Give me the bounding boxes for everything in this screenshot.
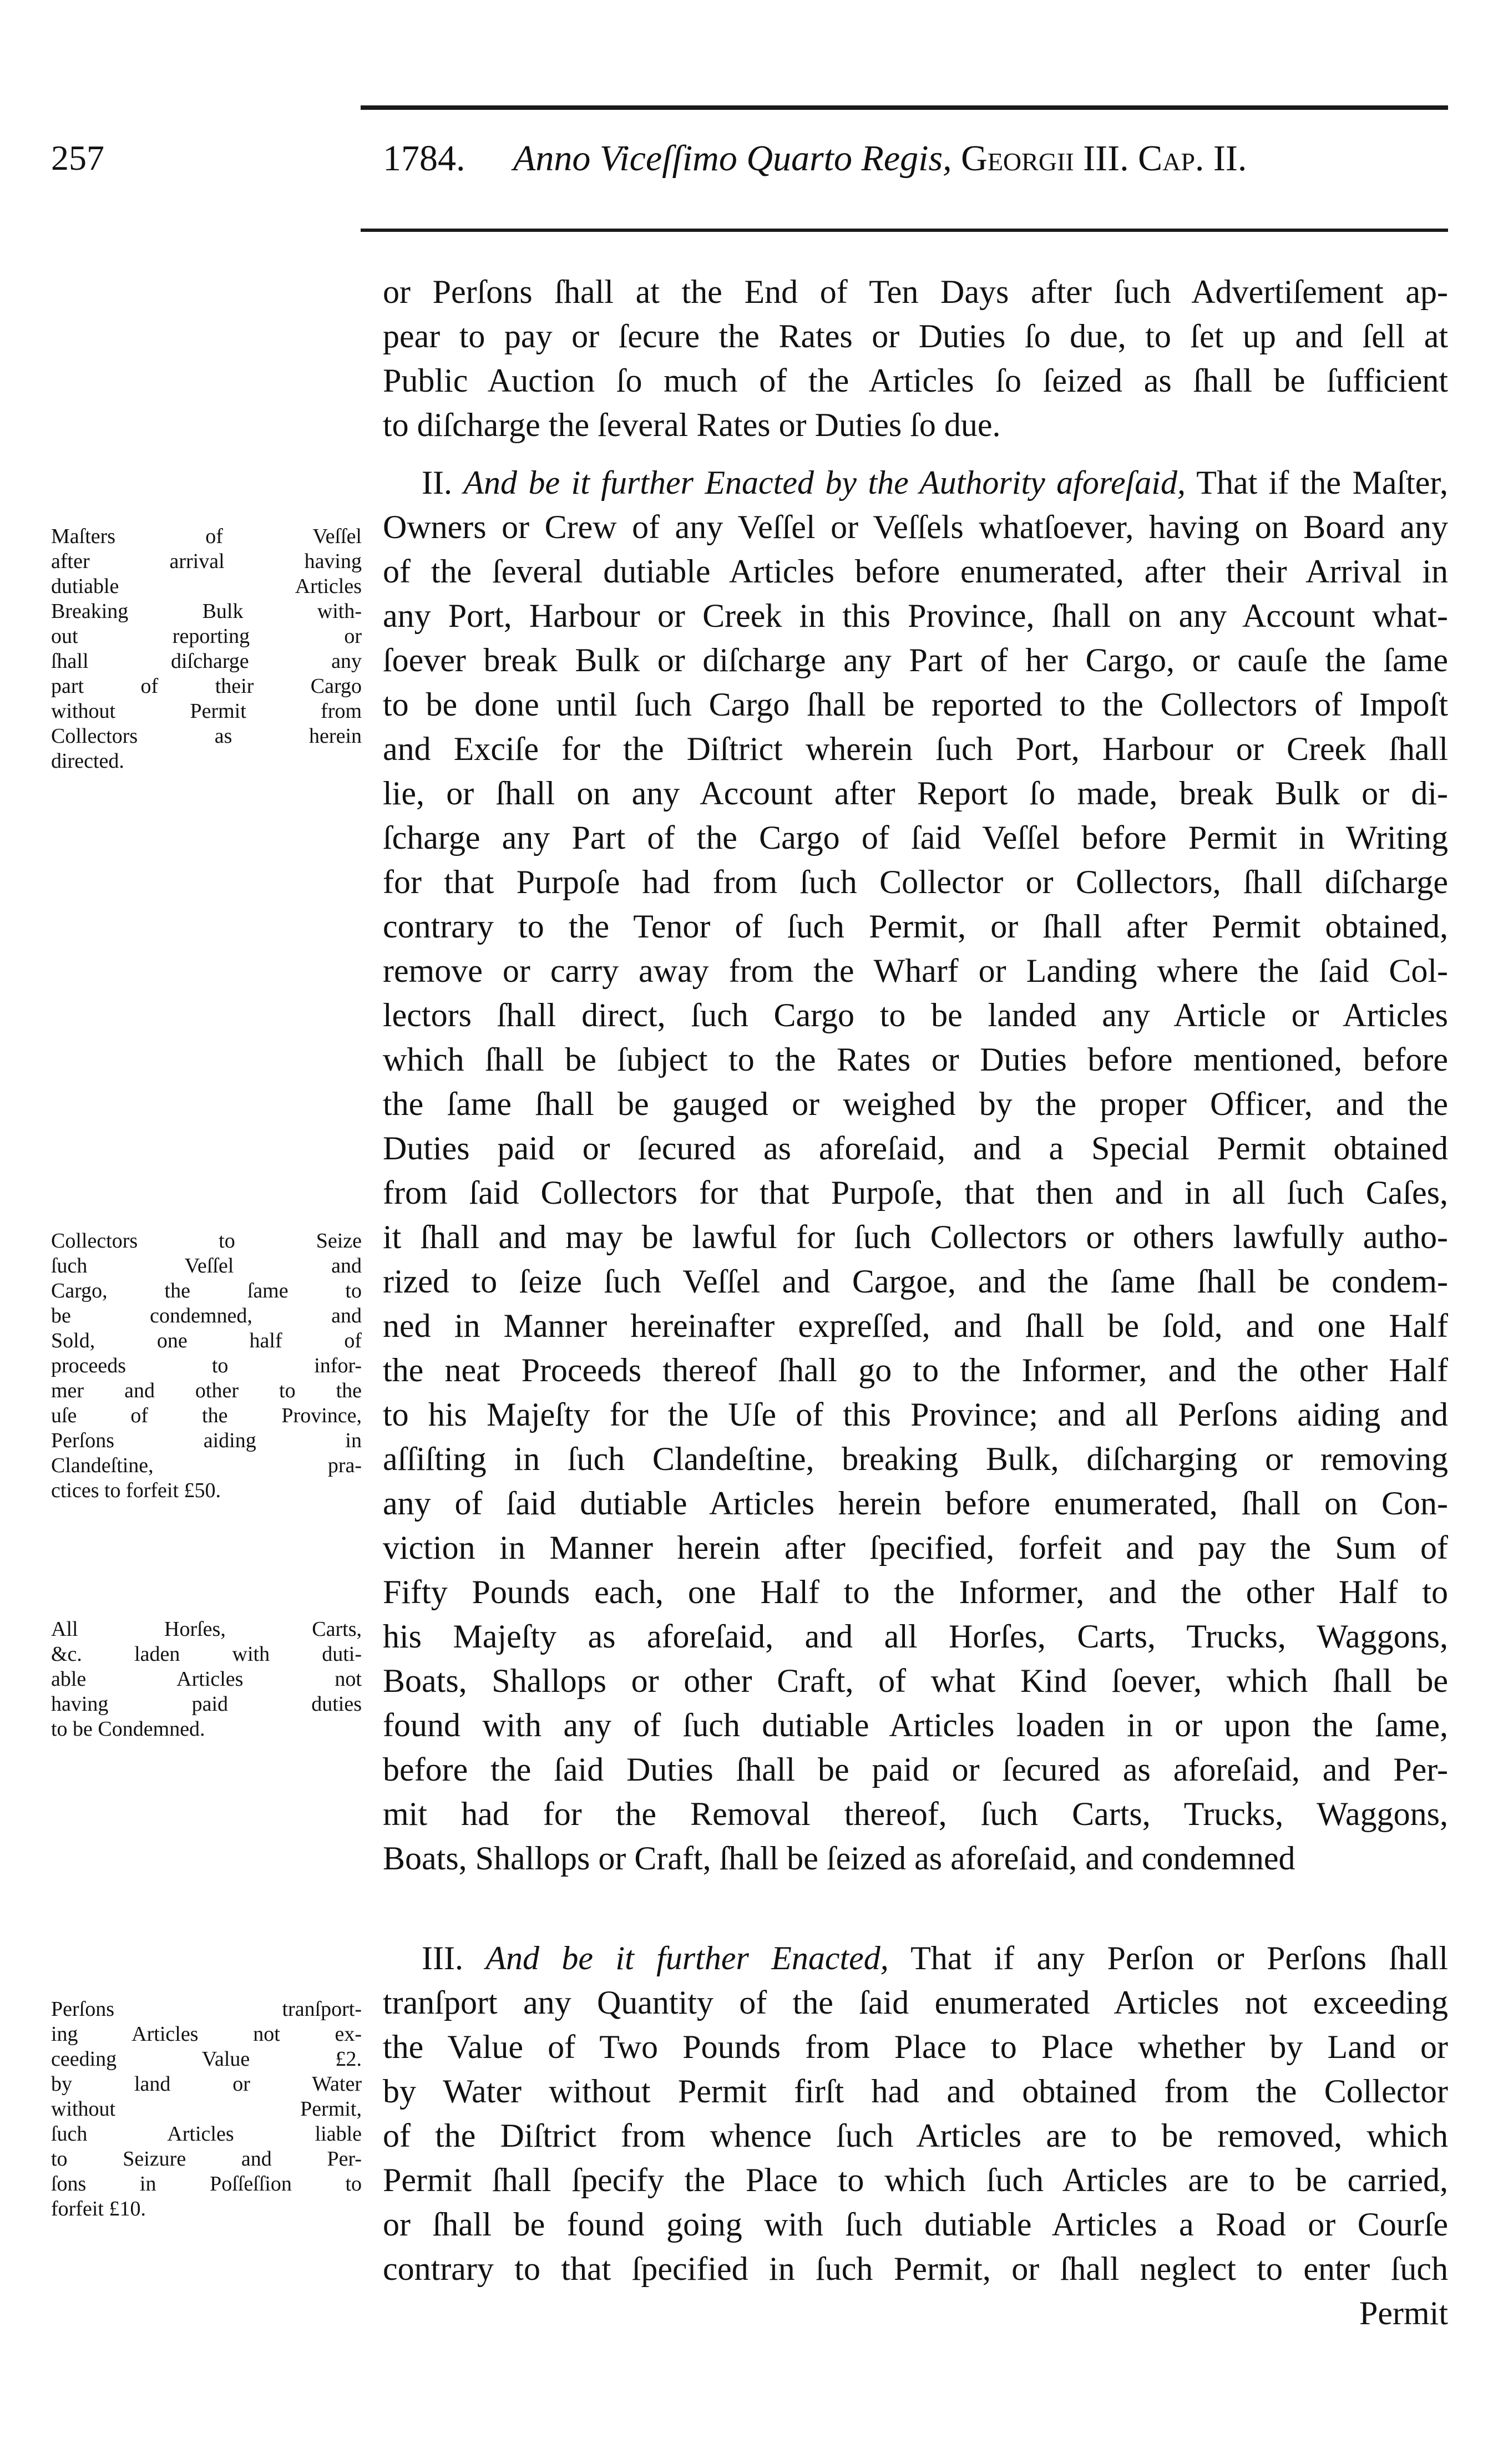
running-head-reign: Georgii III. Cap. II. xyxy=(961,138,1247,179)
text-line: by Water without Permit firſt had and obtained from the Collector xyxy=(383,2073,1448,2110)
text-line: Boats, Shallops or other Craft, of what Kind ſoever, which ſhall be xyxy=(383,1662,1448,1699)
text-line: it ſhall and may be lawful for ſuch Collectors or others lawfully autho- xyxy=(383,1219,1448,1255)
text-line: or Perſons ſhall at the End of Ten Days after ſuch Advertiſement ap- xyxy=(383,273,1448,310)
marginal-line: ſuch Veſſel and xyxy=(51,1254,362,1277)
text-line: ſcharge any Part of the Cargo of ſaid Veſſel before Permit in Writing xyxy=(383,819,1448,856)
marginal-line: Perſons aiding in xyxy=(51,1429,362,1452)
marginal-line: without Permit, xyxy=(51,2097,362,2121)
text-run: That if any Perſon or Perſons ſhall xyxy=(910,1940,1448,1976)
section-ii xyxy=(383,460,1448,1880)
marginal-line: Perſons tranſport- xyxy=(51,1997,362,2021)
marginal-line: uſe of the Province, xyxy=(51,1404,362,1427)
section-iii xyxy=(383,1936,1448,2335)
marginal-note xyxy=(51,1997,362,2222)
marginal-note xyxy=(51,1617,362,1742)
enacting-clause: And be it further Enacted by the Authority aforeſaid, xyxy=(463,464,1186,501)
marginal-line: Breaking Bulk with- xyxy=(51,600,362,623)
marginal-line: ſhall diſcharge any xyxy=(51,650,362,673)
marginal-line: to be Condemned. xyxy=(51,1717,205,1741)
text-line: his Majeſty as aforeſaid, and all Horſes, Carts, Trucks, Waggons, xyxy=(383,1618,1448,1655)
marginal-line: mer and other to the xyxy=(51,1379,362,1402)
text-line: of the Diſtrict from whence ſuch Articles are to be removed, which xyxy=(383,2117,1448,2154)
marginal-line: proceeds to infor- xyxy=(51,1354,362,1377)
marginal-line: by land or Water xyxy=(51,2072,362,2096)
text-line: of the ſeveral dutiable Articles before enumerated, after their Arrival in xyxy=(383,553,1448,590)
text-line: the neat Proceeds thereof ſhall go to the Informer, and the other Half xyxy=(383,1352,1448,1388)
text-line: rized to ſeize ſuch Veſſel and Cargoe, and the ſame ſhall be condem- xyxy=(383,1263,1448,1300)
text-line: viction in Manner herein after ſpecified, forfeit and pay the Sum of xyxy=(383,1529,1448,1566)
text-line: Owners or Crew of any Veſſel or Veſſels whatſoever, having on Board any xyxy=(383,509,1448,545)
marginal-line: Clandeſtine, pra- xyxy=(51,1454,362,1477)
marginal-note xyxy=(51,524,362,774)
text-line: any of ſaid dutiable Articles herein before enumerated, ſhall on Con- xyxy=(383,1485,1448,1522)
section-iii-first-line xyxy=(383,1936,1448,1980)
text-line: mit had for the Removal thereof, ſuch Carts, Trucks, Waggons, xyxy=(383,1796,1448,1832)
text-line: contrary to that ſpecified in ſuch Permit, or ſhall neglect to enter ſuch xyxy=(383,2250,1448,2287)
page-number: 257 xyxy=(51,138,104,178)
enacting-clause: And be it further Enacted, xyxy=(485,1940,889,1976)
marginal-line: ceeding Value £2. xyxy=(51,2047,362,2071)
text-line: and Exciſe for the Diſtrict wherein ſuch Port, Harbour or Creek ſhall xyxy=(383,731,1448,767)
text-line: Duties paid or ſecured as aforeſaid, and a Special Permit obtained xyxy=(383,1130,1448,1167)
running-head-year: 1784. xyxy=(383,138,465,179)
marginal-line: ſons in Poſſeſſion to xyxy=(51,2172,362,2196)
section-number: II. xyxy=(422,464,452,501)
marginal-line: ctices to forfeit £50. xyxy=(51,1479,221,1502)
running-head-title: Anno Viceſſimo Quarto Regis, xyxy=(513,138,952,179)
text-line: for that Purpoſe had from ſuch Collector or Collectors, ſhall diſcharge xyxy=(383,864,1448,900)
text-line: to diſcharge the ſeveral Rates or Duties ſo due. xyxy=(383,407,1001,443)
text-line: the Value of Two Pounds from Place to Place whether by Land or xyxy=(383,2029,1448,2065)
marginal-line: &c. laden with duti- xyxy=(51,1642,362,1666)
text-line: to his Majeſty for the Uſe of this Province; and all Perſons aiding and xyxy=(383,1396,1448,1433)
marginal-line: be condemned, and xyxy=(51,1304,362,1327)
marginal-line: Collectors as herein xyxy=(51,724,362,748)
marginal-line: without Permit from xyxy=(51,699,362,723)
section-ii-first-line xyxy=(383,460,1448,505)
text-line: any Port, Harbour or Creek in this Province, ſhall on any Account what- xyxy=(383,597,1448,634)
marginal-line: forfeit £10. xyxy=(51,2197,146,2220)
marginal-line: part of their Cargo xyxy=(51,675,362,698)
text-line: found with any of ſuch dutiable Articles loaden in or upon the ſame, xyxy=(383,1707,1448,1743)
header-rule xyxy=(361,229,1448,232)
text-run: That if the Maſter, xyxy=(1196,464,1449,501)
text-line: Boats, Shallops or Craft, ſhall be ſeized as aforeſaid, and condemned xyxy=(383,1840,1295,1877)
marginal-line: directed. xyxy=(51,749,124,773)
text-line: lie, or ſhall on any Account after Report ſo made, break Bulk or di- xyxy=(383,775,1448,812)
marginal-line: Collectors to Seize xyxy=(51,1229,362,1253)
text-line: ned in Manner hereinafter expreſſed, and ſhall be ſold, and one Half xyxy=(383,1307,1448,1344)
text-line: from ſaid Collectors for that Purpoſe, that then and in all ſuch Caſes, xyxy=(383,1174,1448,1211)
text-line: before the ſaid Duties ſhall be paid or ſecured as aforeſaid, and Per- xyxy=(383,1751,1448,1788)
text-line: lectors ſhall direct, ſuch Cargo to be landed any Article or Articles xyxy=(383,997,1448,1033)
text-line: tranſport any Quantity of the ſaid enumerated Articles not exceeding xyxy=(383,1984,1448,2021)
section-number: III. xyxy=(422,1940,463,1976)
marginal-line: ing Articles not ex- xyxy=(51,2022,362,2046)
text-line: remove or carry away from the Wharf or Landing where the ſaid Col- xyxy=(383,952,1448,989)
marginal-line: having paid duties xyxy=(51,1692,362,1716)
marginal-line: dutiable Articles xyxy=(51,575,362,598)
marginal-note xyxy=(51,1229,362,1503)
text-line: pear to pay or ſecure the Rates or Duties ſo due, to ſet up and ſell at xyxy=(383,318,1448,354)
running-head xyxy=(383,138,1426,180)
catchword: Permit xyxy=(1359,2295,1448,2331)
text-line: Permit ſhall ſpecify the Place to which ſuch Articles are to be carried, xyxy=(383,2162,1448,2198)
marginal-line: after arrival having xyxy=(51,550,362,573)
top-rule xyxy=(361,105,1448,110)
text-line: Public Auction ſo much of the Articles ſo ſeized as ſhall be ſufficient xyxy=(383,362,1448,399)
marginal-line: out reporting or xyxy=(51,625,362,648)
marginal-line: able Articles not xyxy=(51,1667,362,1691)
marginal-line: ſuch Articles liable xyxy=(51,2122,362,2146)
marginal-line: All Horſes, Carts, xyxy=(51,1618,362,1641)
paragraph-continuation xyxy=(383,270,1448,447)
text-line: ſoever break Bulk or diſcharge any Part of her Cargo, or cauſe the ſame xyxy=(383,642,1448,678)
text-line: contrary to the Tenor of ſuch Permit, or ſhall after Permit obtained, xyxy=(383,908,1448,945)
text-line: aſſiſting in ſuch Clandeſtine, breaking Bulk, diſcharging or removing xyxy=(383,1441,1448,1477)
marginal-line: to Seizure and Per- xyxy=(51,2147,362,2171)
text-line: to be done until ſuch Cargo ſhall be reported to the Collectors of Impoſt xyxy=(383,686,1448,723)
text-line: or ſhall be found going with ſuch dutiable Articles a Road or Courſe xyxy=(383,2206,1448,2243)
marginal-line: Cargo, the ſame to xyxy=(51,1279,362,1302)
text-line: the ſame ſhall be gauged or weighed by the proper Officer, and the xyxy=(383,1086,1448,1122)
marginal-line: Sold, one half of xyxy=(51,1329,362,1352)
marginal-line: Maſters of Veſſel xyxy=(51,525,362,548)
text-line: Fifty Pounds each, one Half to the Informer, and the other Half to xyxy=(383,1574,1448,1610)
text-line: which ſhall be ſubject to the Rates or Duties before mentioned, before xyxy=(383,1041,1448,1078)
